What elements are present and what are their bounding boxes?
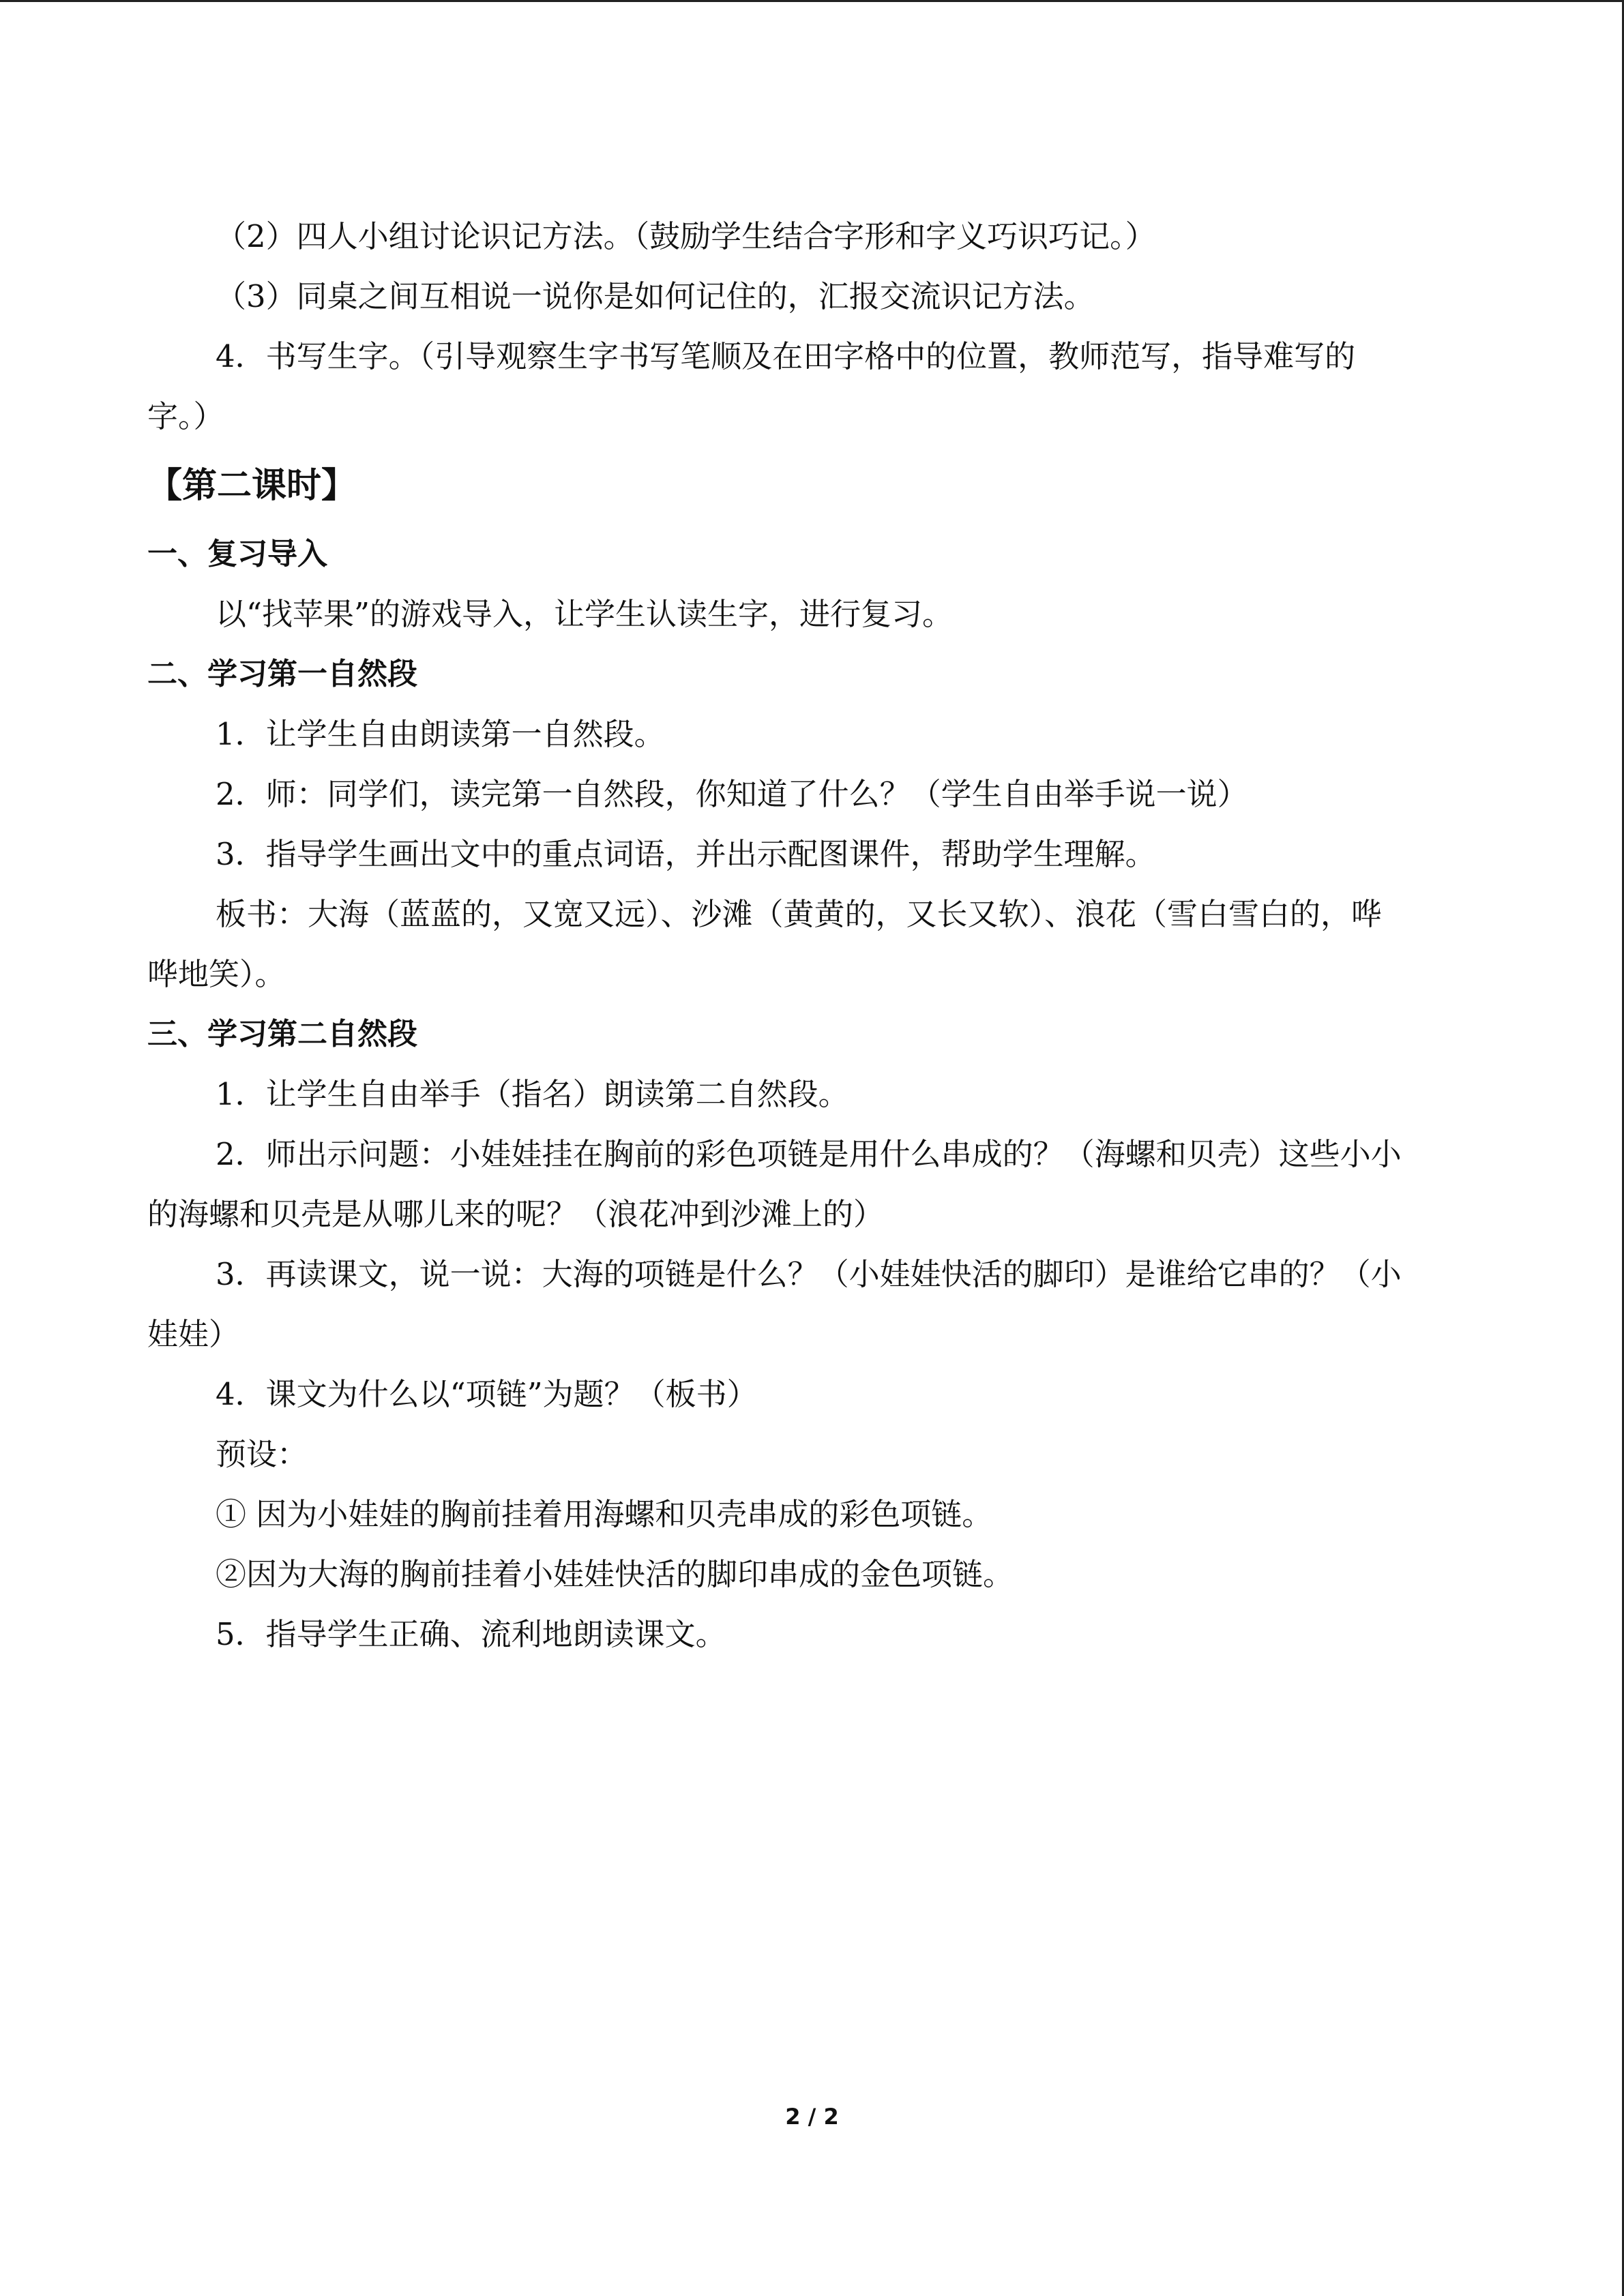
text-line: 5．指导学生正确、流利地朗读课文。 xyxy=(216,1616,726,1652)
text-line: 娃娃） xyxy=(147,1316,240,1352)
text-line: 1．让学生自由举手（指名）朗读第二自然段。 xyxy=(216,1076,849,1112)
text-line: 3．指导学生画出文中的重点词语，并出示配图课件，帮助学生理解。 xyxy=(216,836,1156,872)
page-number: 2 / 2 xyxy=(785,2104,839,2130)
text-line: （2）四人小组讨论识记方法。（鼓励学生结合字形和字义巧识巧记。） xyxy=(216,218,1156,254)
text-line: 预设： xyxy=(216,1436,308,1472)
text-line: ① 因为小娃娃的胸前挂着用海螺和贝壳串成的彩色项链。 xyxy=(216,1496,993,1532)
document-body xyxy=(147,207,1477,1665)
section-heading: 二、学习第一自然段 xyxy=(147,657,417,691)
text-line: 的海螺和贝壳是从哪儿来的呢？（浪花冲到沙滩上的） xyxy=(147,1196,885,1232)
text-line: 2．师：同学们，读完第一自然段，你知道了什么？（学生自由举手说一说） xyxy=(216,776,1248,812)
text-line: 4．书写生字。（引导观察生字书写笔顺及在田字格中的位置，教师范写，指导难写的 xyxy=(216,338,1356,374)
text-line: 3．再读课文，说一说：大海的项链是什么？（小娃娃快活的脚印）是谁给它串的？（小 xyxy=(216,1256,1402,1292)
text-line: ②因为大海的胸前挂着小娃娃快活的脚印串成的金色项链。 xyxy=(216,1556,1014,1592)
text-line: 板书：大海（蓝蓝的，又宽又远）、沙滩（黄黄的，又长又软）、浪花（雪白雪白的，哗 xyxy=(216,896,1383,932)
section-heading: 一、复习导入 xyxy=(147,537,327,571)
text-line: 哗地笑）。 xyxy=(147,956,286,992)
text-line: 以“找苹果”的游戏导入，让学生认读生字，进行复习。 xyxy=(216,596,954,632)
lesson-heading: 【第二课时】 xyxy=(147,466,357,506)
text-line: （3）同桌之间互相说一说你是如何记住的，汇报交流识记方法。 xyxy=(216,278,1095,314)
text-line: 4．课文为什么以“项链”为题？（板书） xyxy=(216,1376,758,1412)
text-line: 1．让学生自由朗读第一自然段。 xyxy=(216,716,665,752)
text-line: 2．师出示问题：小娃娃挂在胸前的彩色项链是用什么串成的？（海螺和贝壳）这些小小 xyxy=(216,1136,1402,1172)
text-line: 字。） xyxy=(147,398,224,434)
section-heading: 三、学习第二自然段 xyxy=(147,1017,417,1052)
